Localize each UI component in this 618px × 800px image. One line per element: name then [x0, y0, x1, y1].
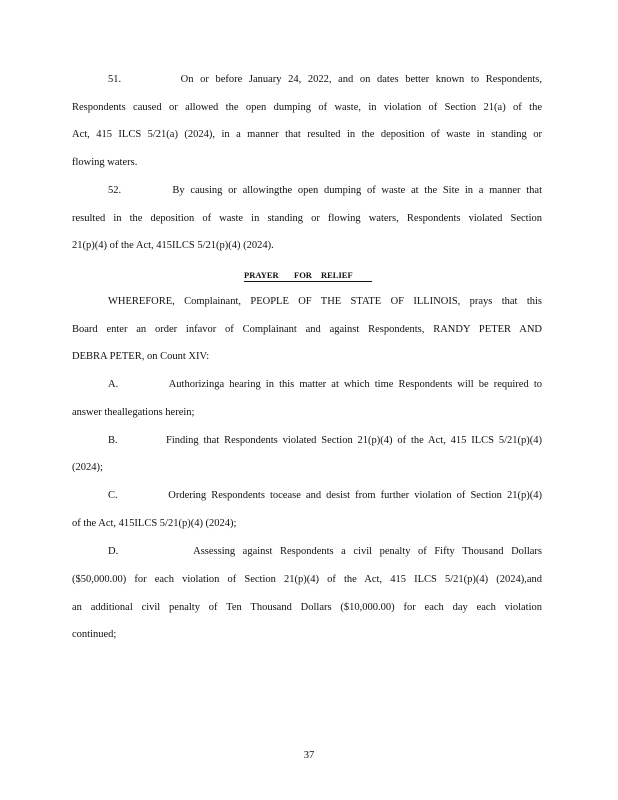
wherefore-line-2: Board enter an order infavor of Complainant and against Respondents, RANDY PETER AND: [72, 324, 542, 335]
paragraph-51-line-4: flowing waters.: [72, 157, 138, 168]
item-d-line-1: D. Assessing against Respondents a civil penalty of Fifty Thousand Dollars: [108, 546, 542, 557]
paragraph-51-line-2: Respondents caused or allowed the open dumping of waste, in violation of Section 21(a) of the: [72, 102, 542, 113]
paragraph-52-line-1: 52. By causing or allowingthe open dumping of waste at the Site in a manner that: [108, 185, 542, 196]
item-b-line-1: B. Finding that Respondents violated Section 21(p)(4) of the Act, 415 ILCS 5/21(p)(4): [108, 435, 542, 446]
paragraph-52-line-3: 21(p)(4) of the Act, 415ILCS 5/21(p)(4) (2024).: [72, 240, 274, 251]
heading-word-2: FOR: [294, 270, 312, 280]
page-number: 37: [303, 750, 315, 761]
paragraph-51-line-1: 51. On or before January 24, 2022, and on dates better known to Respondents,: [108, 74, 542, 85]
item-d-line-4: continued;: [72, 629, 117, 640]
wherefore-line-1: WHEREFORE, Complainant, PEOPLE OF THE STATE OF ILLINOIS, prays that this: [108, 296, 542, 307]
item-b-line-2: (2024);: [72, 462, 103, 473]
heading-word-1: PRAYER: [244, 270, 279, 280]
paragraph-51-line-3: Act, 415 ILCS 5/21(a) (2024), in a manner that resulted in the deposition of waste in standing or: [72, 129, 542, 140]
wherefore-line-3: DEBRA PETER, on Count XIV:: [72, 351, 210, 362]
item-d-line-2: ($50,000.00) for each violation of Section 21(p)(4) of the Act, 415 ILCS 5/21(p)(4) (2024),and: [72, 574, 542, 585]
item-a-line-2: answer theallegations herein;: [72, 407, 195, 418]
item-c-line-2: of the Act, 415ILCS 5/21(p)(4) (2024);: [72, 518, 237, 529]
item-a-line-1: A. Authorizinga hearing in this matter at which time Respondents will be required to: [108, 379, 542, 390]
item-c-line-1: C. Ordering Respondents tocease and desist from further violation of Section 21(p)(4): [108, 490, 542, 501]
item-d-line-3: an additional civil penalty of Ten Thousand Dollars ($10,000.00) for each day each violation: [72, 602, 542, 613]
heading-word-3: RELIEF: [321, 270, 353, 280]
prayer-for-relief-heading: [244, 269, 372, 282]
paragraph-52-line-2: resulted in the deposition of waste in standing or flowing waters, Respondents violated Section: [72, 213, 542, 224]
